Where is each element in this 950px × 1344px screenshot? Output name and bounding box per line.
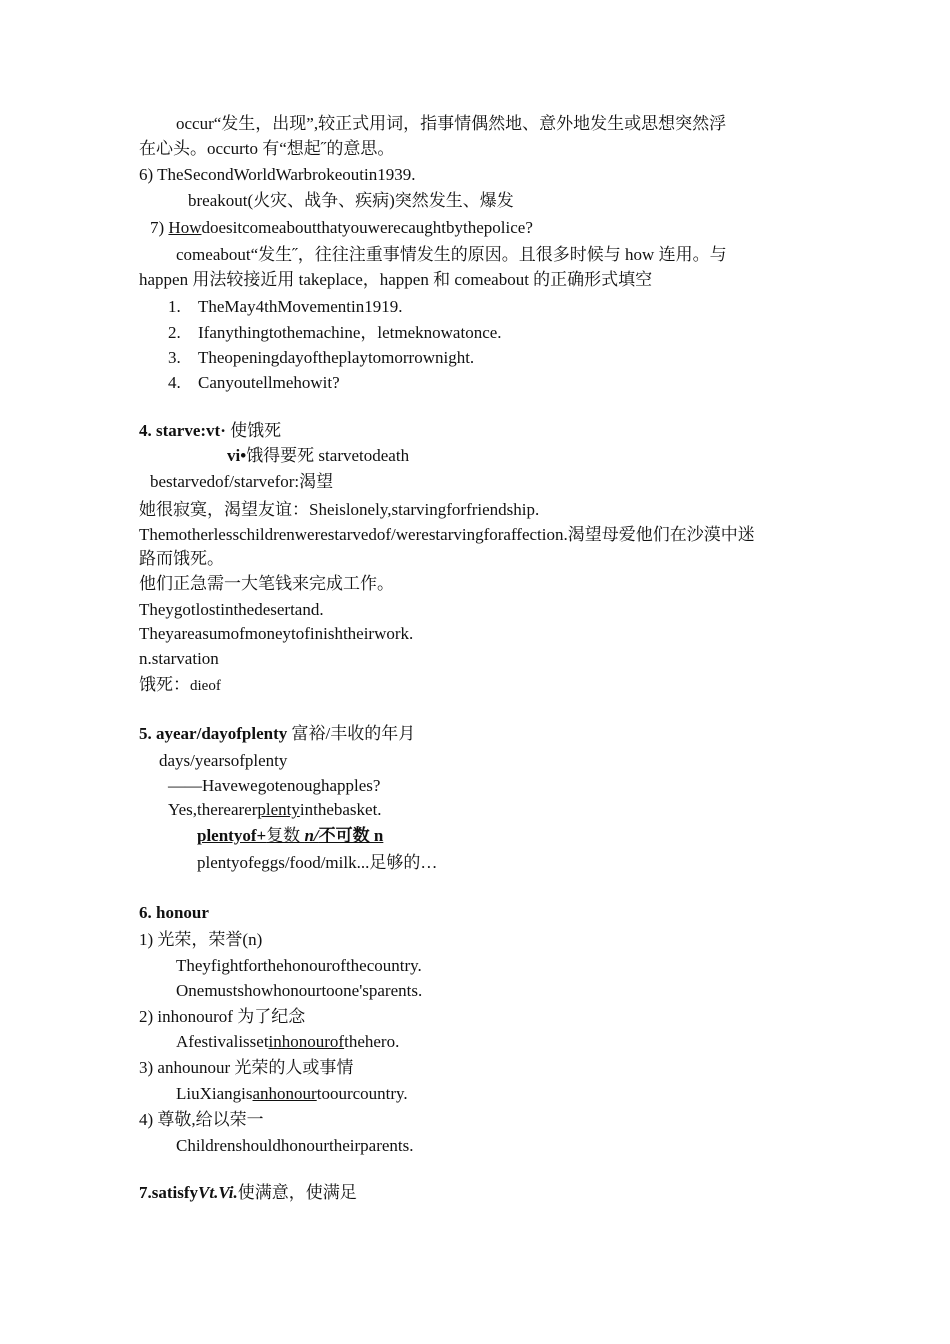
text-line xyxy=(139,674,221,697)
text-line: 在心头。occurto 有“想起˝的意思。 xyxy=(139,139,395,158)
list-item-6: 6) TheSecondWorldWarbrokeoutin1939. xyxy=(139,165,416,184)
phrase-text: dieof xyxy=(190,678,221,694)
text-line: Themotherlesschildrenwerestarvedof/werestarvingforaffection.渴望母爱他们在沙漠中迷 xyxy=(139,525,755,544)
list-item: 3) anhounour 光荣的人或事情 xyxy=(139,1058,354,1077)
underlined-word: inhonourof xyxy=(268,1032,345,1051)
sentence-text: Afestivalisset xyxy=(176,1032,269,1051)
text-line: 他们正急需一大笔钱来完成工作。 xyxy=(139,574,394,593)
underlined-word: plenty xyxy=(257,800,300,819)
text-line xyxy=(197,825,383,847)
text-line: Onemustshowhonourtoone'sparents. xyxy=(176,981,423,1000)
item-number: 4. xyxy=(168,373,181,392)
text-line: comeabout“发生˝，往往注重事情发生的原因。且很多时候与 how 连用。与 xyxy=(176,245,727,264)
text-line: occur“发生，出现”,较正式用词，指事情偶然地、意外地发生或思想突然浮 xyxy=(176,114,727,133)
heading-term: 7.satisfy xyxy=(139,1183,199,1202)
text-line: Theyfightforthehonourofthecountry. xyxy=(176,956,422,975)
text-line xyxy=(176,1031,399,1053)
text-line: happen 用法较接近用 takeplace，happen 和 comeabout 的正确形式填空 xyxy=(139,270,653,289)
exercise-item xyxy=(168,296,402,318)
exercise-text: Theopeningdayoftheplaytomorrownight. xyxy=(198,348,475,367)
exercise-text: Canyoutellmehowit? xyxy=(198,373,340,392)
item-number: 2. xyxy=(168,323,181,342)
pos-label: vi• xyxy=(227,446,247,465)
section-heading-starve xyxy=(139,420,281,442)
text-line: plentyofeggs/food/milk...足够的… xyxy=(197,853,438,872)
pos-label: Vt.Vi. xyxy=(198,1183,238,1202)
heading-meaning: 使满意，使满足 xyxy=(237,1183,357,1202)
heading-term: 4. starve:vt· xyxy=(139,421,226,440)
sentence-text: Yes,therearer xyxy=(168,800,258,819)
exercise-item xyxy=(168,322,502,344)
text-line: breakout(火灾、战争、疾病)突然发生、爆发 xyxy=(188,191,514,210)
section-heading-plenty xyxy=(139,723,415,745)
exercise-item xyxy=(168,372,340,394)
underlined-word: anhonour xyxy=(252,1084,317,1103)
text-line: days/yearsofplenty xyxy=(159,751,288,770)
sentence-text: inthebasket. xyxy=(299,800,382,819)
list-item: 1) 光荣，荣誉(n) xyxy=(139,930,263,949)
section-heading-honour: 6. honour xyxy=(139,903,209,922)
text-line xyxy=(168,799,382,821)
exercise-text: Ifanythingtothemachine，letmeknowatonce. xyxy=(198,323,502,342)
definition-text: 饿得要死 starvetodeath xyxy=(246,446,410,465)
item-number: 7) xyxy=(150,218,169,237)
text-line xyxy=(176,1083,408,1105)
text-line: bestarvedof/starvefor:渴望 xyxy=(150,472,334,491)
phrase-italic: n/ xyxy=(304,826,319,845)
phrase-text: 复数 xyxy=(266,826,305,845)
exercise-text: TheMay4thMovementin1919. xyxy=(198,297,403,316)
sentence-text: toourcountry. xyxy=(316,1084,408,1103)
underlined-word: How xyxy=(168,218,202,237)
text-line: 她很寂寞，渴望友谊：Sheislonely,starvingforfriendship. xyxy=(139,500,540,519)
text-line: n.starvation xyxy=(139,649,219,668)
text-line: Theyareasumofmoneytofinishtheirwork. xyxy=(139,624,414,643)
heading-meaning: 富裕/丰收的年月 xyxy=(287,724,416,743)
list-item-7 xyxy=(150,217,533,239)
text-line: Theygotlostinthedesertand. xyxy=(139,600,324,619)
label-text: 饿死： xyxy=(139,675,190,694)
heading-meaning: 使饿死 xyxy=(230,421,282,440)
section-heading-satisfy xyxy=(139,1182,357,1204)
sentence-text: LiuXiangis xyxy=(176,1084,253,1103)
list-item: 2) inhonourof 为了纪念 xyxy=(139,1007,306,1026)
text-line xyxy=(227,445,409,467)
text-line: 路而饿死。 xyxy=(139,549,224,568)
sentence-text: doesitcomeaboutthatyouwerecaughtbythepolice? xyxy=(201,218,533,237)
item-number: 1. xyxy=(168,297,181,316)
exercise-item xyxy=(168,347,474,369)
phrase-bold: 不可数 n xyxy=(318,826,384,845)
item-number: 3. xyxy=(168,348,181,367)
text-line: Childrenshouldhonourtheirparents. xyxy=(176,1136,414,1155)
sentence-text: thehero. xyxy=(344,1032,400,1051)
list-item: 4) 尊敬,给以荣一 xyxy=(139,1110,264,1129)
heading-term: 5. ayear/dayofplenty xyxy=(139,724,288,743)
phrase-bold: plentyof+ xyxy=(197,826,267,845)
text-line: ——Havewegotenoughapples? xyxy=(168,776,381,795)
